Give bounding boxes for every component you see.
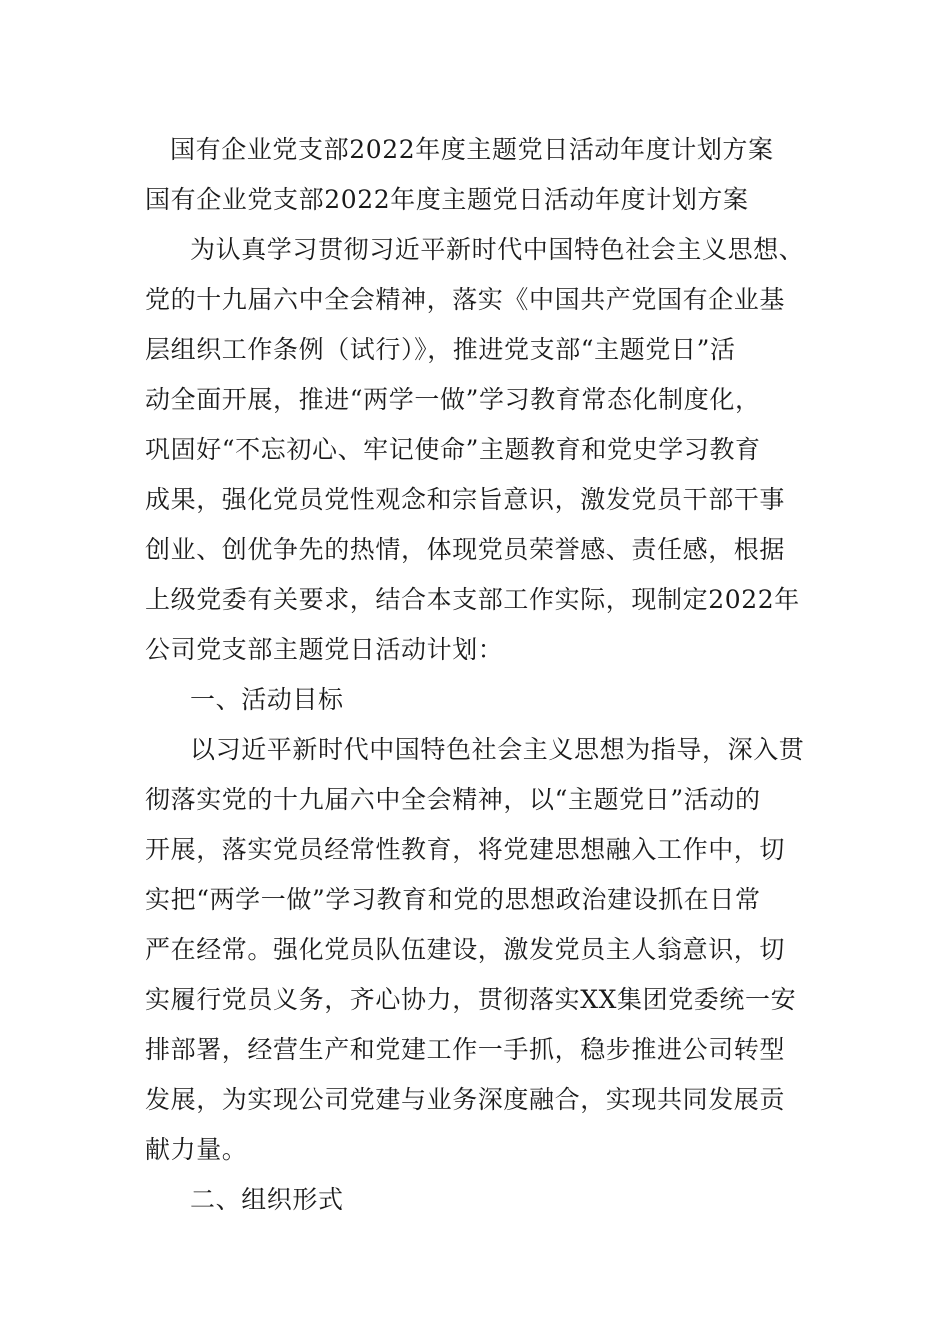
section1-line: 献力量。 [145, 1135, 248, 1164]
intro-line: 巩固好“不忘初心、牢记使命”主题教育和党史学习教育 [145, 435, 761, 464]
section-heading: 二、组织形式 [190, 1185, 344, 1214]
section1-line: 排部署，经营生产和党建工作一手抓，稳步推进公司转型 [145, 1035, 786, 1064]
section1-line: 严在经常。强化党员队伍建设，激发党员主人翁意识，切 [145, 935, 786, 964]
section1-line: 发展，为实现公司党建与业务深度融合，实现共同发展贡 [145, 1085, 786, 1114]
section1-line: 以习近平新时代中国特色社会主义思想为指导，深入贯 [190, 735, 805, 764]
document-title: 国有企业党支部2022年度主题党日活动年度计划方案 [145, 185, 749, 214]
section1-line: 实把“两学一做”学习教育和党的思想政治建设抓在日常 [145, 885, 761, 914]
intro-line: 党的十九届六中全会精神，落实《中国共产党国有企业基 [145, 285, 786, 314]
intro-line: 层组织工作条例（试行）》，推进党支部“主题党日”活 [145, 335, 736, 364]
section-heading: 一、活动目标 [190, 685, 344, 714]
intro-line: 创业、创优争先的热情，体现党员荣誉感、责任感，根据 [145, 535, 786, 564]
intro-line: 动全面开展，推进“两学一做”学习教育常态化制度化， [145, 385, 761, 414]
intro-line: 成果，强化党员党性观念和宗旨意识，激发党员干部干事 [145, 485, 786, 514]
section1-line: 实履行党员义务，齐心协力，贯彻落实XX集团党委统一安 [145, 985, 797, 1014]
intro-line: 为认真学习贯彻习近平新时代中国特色社会主义思想、 [190, 235, 805, 264]
intro-line: 上级党委有关要求，结合本支部工作实际，现制定2022年 [145, 585, 800, 614]
section1-line: 彻落实党的十九届六中全会精神，以“主题党日”活动的 [145, 785, 761, 814]
header-title: 国有企业党支部2022年度主题党日活动年度计划方案 [170, 135, 774, 164]
section1-line: 开展，落实党员经常性教育，将党建思想融入工作中，切 [145, 835, 786, 864]
intro-line: 公司党支部主题党日活动计划： [145, 635, 504, 664]
